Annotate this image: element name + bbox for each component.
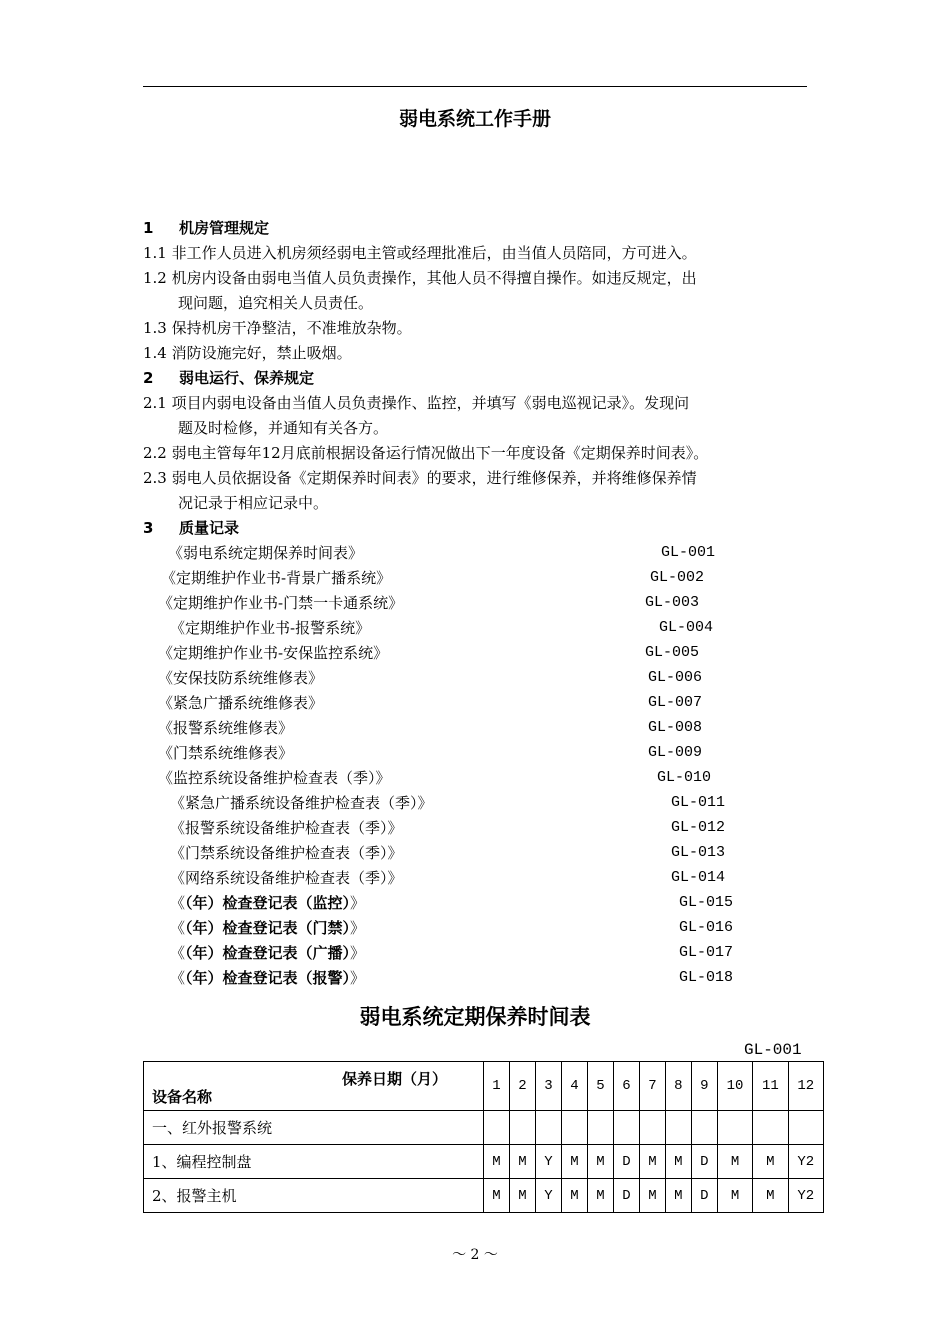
- record-code: GL-012: [671, 819, 726, 836]
- month-header: 4: [561, 1062, 587, 1111]
- month-header: 6: [613, 1062, 639, 1111]
- header-equipment-label: 设备名称: [152, 1088, 213, 1106]
- record-code: GL-003: [645, 594, 700, 611]
- table-header-row: [144, 1062, 824, 1111]
- month-header: 7: [639, 1062, 665, 1111]
- schedule-cell: [639, 1111, 665, 1145]
- equipment-name: 1、编程控制盘: [144, 1145, 484, 1179]
- record-code: GL-017: [679, 944, 734, 961]
- schedule-cell: M: [561, 1179, 587, 1213]
- schedule-cell: [587, 1111, 613, 1145]
- record-name: 《门禁系统设备维护检查表（季）》: [170, 844, 403, 862]
- table-title: 弱电系统定期保养时间表: [359, 1005, 591, 1029]
- schedule-cell: M: [717, 1179, 752, 1213]
- equipment-name: 一、红外报警系统: [144, 1111, 484, 1145]
- item-1-1: 1.1 非工作人员进入机房须经弱电主管或经理批准后，由当值人员陪同，方可进入。: [143, 244, 697, 262]
- table-row: [144, 1179, 824, 1213]
- schedule-cell: M: [753, 1145, 788, 1179]
- month-header: 5: [587, 1062, 613, 1111]
- month-header: 11: [753, 1062, 788, 1111]
- record-name: 《紧急广播系统设备维护检查表（季）》: [170, 794, 433, 812]
- header-rule: [143, 86, 807, 87]
- section-1-heading: 1 机房管理规定: [143, 219, 270, 237]
- record-code: GL-004: [659, 619, 714, 636]
- schedule-cell: M: [639, 1145, 665, 1179]
- record-name: 《定期维护作业书-背景广播系统》: [161, 569, 392, 587]
- table-code: GL-001: [744, 1041, 802, 1059]
- schedule-cell: M: [717, 1145, 752, 1179]
- record-code: GL-001: [661, 544, 716, 561]
- record-name: 《（年）检查登记表（门禁）》: [170, 919, 366, 937]
- record-name: 《弱电系统定期保养时间表》: [168, 544, 364, 562]
- item-2-1-cont: 题及时检修，并通知有关各方。: [178, 419, 389, 437]
- month-header: 10: [717, 1062, 752, 1111]
- record-code: GL-014: [671, 869, 726, 886]
- record-code: GL-006: [648, 669, 703, 686]
- schedule-cell: [561, 1111, 587, 1145]
- table-row: [144, 1145, 824, 1179]
- section-3-heading: 3 质量记录: [143, 519, 240, 537]
- schedule-cell: D: [691, 1179, 717, 1213]
- header-date-label: 保养日期（月）: [341, 1070, 447, 1088]
- record-name: 《定期维护作业书-门禁一卡通系统》: [158, 594, 404, 612]
- table-row: [144, 1111, 824, 1145]
- schedule-cell: [717, 1111, 752, 1145]
- month-header: 8: [665, 1062, 691, 1111]
- item-2-3: 2.3 弱电人员依据设备《定期保养时间表》的要求，进行维修保养，并将维修保养情: [143, 469, 697, 487]
- month-header: 9: [691, 1062, 717, 1111]
- record-name: 《报警系统设备维护检查表（季）》: [170, 819, 403, 837]
- schedule-cell: [535, 1111, 561, 1145]
- schedule-cell: M: [665, 1145, 691, 1179]
- record-code: GL-016: [679, 919, 734, 936]
- record-name: 《紧急广播系统维修表》: [158, 694, 324, 712]
- month-header: 2: [509, 1062, 535, 1111]
- schedule-cell: D: [691, 1145, 717, 1179]
- record-name: 《网络系统设备维护检查表（季）》: [170, 869, 403, 887]
- item-2-1: 2.1 项目内弱电设备由当值人员负责操作、监控，并填写《弱电巡视记录》。发现问: [143, 394, 690, 412]
- record-code: GL-007: [648, 694, 703, 711]
- record-name: 《监控系统设备维护检查表（季）》: [158, 769, 391, 787]
- schedule-cell: [753, 1111, 788, 1145]
- schedule-cell: Y: [535, 1179, 561, 1213]
- item-1-2: 1.2 机房内设备由弱电当值人员负责操作，其他人员不得擅自操作。如违反规定，出: [143, 269, 697, 287]
- record-code: GL-013: [671, 844, 726, 861]
- record-name: 《报警系统维修表》: [158, 719, 294, 737]
- schedule-cell: M: [639, 1179, 665, 1213]
- month-header: 1: [484, 1062, 510, 1111]
- schedule-cell: M: [753, 1179, 788, 1213]
- schedule-cell: M: [665, 1179, 691, 1213]
- document-title: 弱电系统工作手册: [398, 108, 551, 130]
- record-name: 《安保技防系统维修表》: [158, 669, 324, 687]
- maintenance-schedule-table: [143, 1061, 824, 1213]
- item-1-4: 1.4 消防设施完好，禁止吸烟。: [143, 344, 352, 362]
- section-2-heading: 2 弱电运行、保养规定: [143, 369, 315, 387]
- record-name: 《定期维护作业书-安保监控系统》: [158, 644, 389, 662]
- schedule-cell: [665, 1111, 691, 1145]
- record-code: GL-002: [650, 569, 705, 586]
- item-1-3: 1.3 保持机房干净整洁，不准堆放杂物。: [143, 319, 412, 337]
- schedule-cell: [484, 1111, 510, 1145]
- month-header: 12: [788, 1062, 823, 1111]
- schedule-cell: D: [613, 1145, 639, 1179]
- schedule-cell: M: [484, 1145, 510, 1179]
- record-code: GL-005: [645, 644, 700, 661]
- record-name: 《（年）检查登记表（报警）》: [170, 969, 366, 987]
- schedule-cell: M: [561, 1145, 587, 1179]
- record-code: GL-010: [657, 769, 712, 786]
- schedule-cell: [788, 1111, 823, 1145]
- schedule-cell: M: [587, 1145, 613, 1179]
- page-number: ～ 2 ～: [452, 1247, 498, 1263]
- month-header: 3: [535, 1062, 561, 1111]
- schedule-cell: [613, 1111, 639, 1145]
- equipment-name: 2、报警主机: [144, 1179, 484, 1213]
- item-1-2-cont: 现问题，追究相关人员责任。: [178, 294, 374, 312]
- item-2-3-cont: 况记录于相应记录中。: [178, 494, 329, 512]
- record-name: 《定期维护作业书-报警系统》: [170, 619, 371, 637]
- record-code: GL-008: [648, 719, 703, 736]
- record-code: GL-018: [679, 969, 734, 986]
- record-name: 《（年）检查登记表（监控）》: [170, 894, 366, 912]
- schedule-cell: M: [509, 1179, 535, 1213]
- schedule-cell: M: [484, 1179, 510, 1213]
- schedule-cell: Y2: [788, 1145, 823, 1179]
- record-code: GL-015: [679, 894, 734, 911]
- schedule-cell: M: [587, 1179, 613, 1213]
- record-code: GL-011: [671, 794, 726, 811]
- record-name: 《（年）检查登记表（广播）》: [170, 944, 366, 962]
- diagonal-header-cell: [144, 1062, 484, 1111]
- schedule-cell: [509, 1111, 535, 1145]
- schedule-cell: D: [613, 1179, 639, 1213]
- schedule-cell: M: [509, 1145, 535, 1179]
- schedule-cell: Y2: [788, 1179, 823, 1213]
- item-2-2: 2.2 弱电主管每年12月底前根据设备运行情况做出下一年度设备《定期保养时间表》。: [143, 444, 709, 462]
- schedule-cell: Y: [535, 1145, 561, 1179]
- record-name: 《门禁系统维修表》: [158, 744, 294, 762]
- record-code: GL-009: [648, 744, 703, 761]
- schedule-cell: [691, 1111, 717, 1145]
